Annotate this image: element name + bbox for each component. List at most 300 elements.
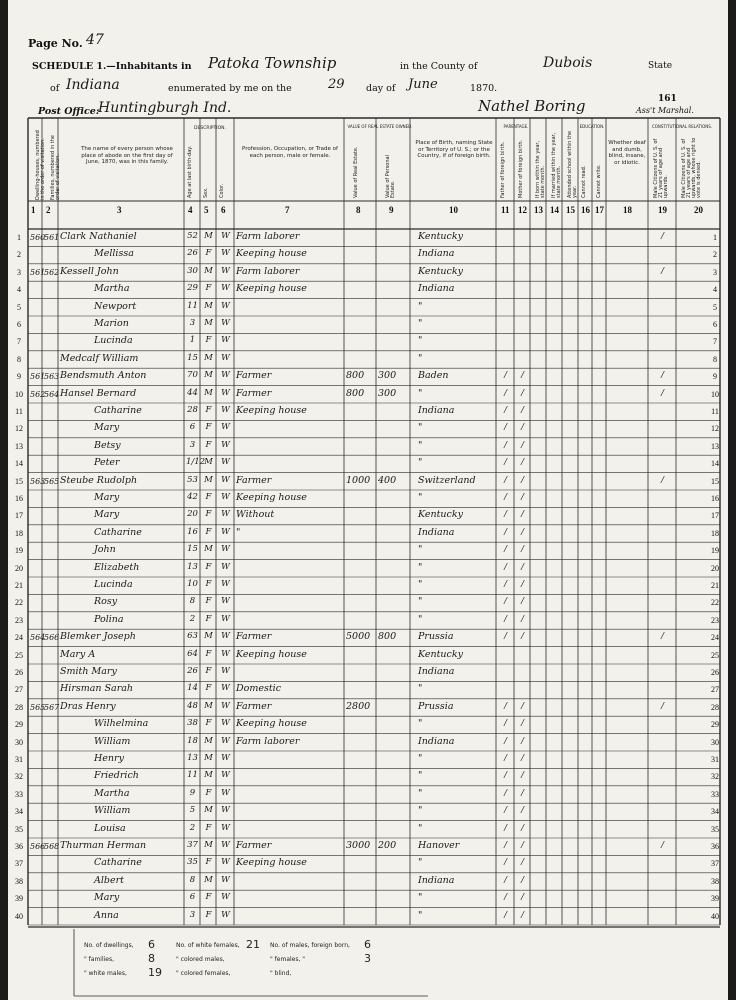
father-foreign-cell: / — [504, 405, 507, 415]
post-office-value: Huntingburgh Ind. — [98, 100, 232, 116]
line-number: 29 — [711, 720, 719, 730]
line-number: 3 — [713, 267, 717, 277]
occupation-cell: Farm laborer — [236, 735, 300, 747]
person-name: Rosy — [94, 596, 118, 608]
person-name: Catharine — [94, 526, 142, 538]
of-label: of — [50, 83, 60, 94]
sex-cell: F — [205, 596, 212, 607]
sex-cell: M — [204, 840, 213, 850]
mother-foreign-cell: / — [521, 439, 524, 450]
township-value: Patoka Township — [208, 54, 337, 72]
line-number: 13 — [711, 441, 719, 451]
birthplace-cell: Switzerland — [418, 474, 476, 486]
mother-foreign-cell: / — [521, 422, 524, 433]
age-cell: 2 — [189, 822, 196, 833]
state-label: State — [648, 61, 673, 71]
personal-estate-cell: 300 — [378, 370, 397, 382]
header-cannot-write: Cannot write. — [596, 164, 602, 198]
color-cell: W — [221, 579, 230, 589]
birthplace-cell: " — [418, 492, 423, 503]
line-number: 27 — [711, 685, 719, 695]
person-name: Hirsman Sarah — [60, 683, 134, 695]
person-name: Martha — [94, 283, 130, 295]
footer-white-females-label: No. of white females, — [176, 942, 240, 949]
occupation-cell: Domestic — [236, 683, 282, 695]
male-citizen-cell: / — [661, 700, 664, 711]
line-number: 24 — [15, 633, 23, 643]
sheet-number: 161 — [658, 94, 677, 104]
real-estate-cell: 2800 — [346, 700, 371, 712]
personal-estate-cell: 400 — [378, 474, 397, 486]
father-foreign-cell: / — [504, 370, 507, 381]
mother-foreign-cell: / — [521, 718, 524, 729]
age-cell: 3 — [189, 318, 196, 328]
line-number: 8 — [713, 354, 717, 364]
mother-foreign-cell: / — [521, 526, 524, 537]
family-number: 567 — [44, 702, 60, 712]
line-number: 7 — [713, 337, 717, 347]
color-cell: W — [221, 248, 230, 259]
line-number: 35 — [15, 824, 23, 834]
mother-foreign-cell: / — [521, 770, 524, 781]
person-name: Peter — [94, 457, 120, 469]
person-name: Mellissa — [94, 248, 134, 260]
line-number: 33 — [711, 789, 719, 799]
age-cell: 8 — [189, 874, 196, 885]
birthplace-cell: Kentucky — [418, 509, 463, 521]
birthplace-cell: Indiana — [418, 283, 455, 295]
age-cell: 48 — [187, 700, 198, 711]
header-cannot-read: Cannot read. — [581, 165, 587, 198]
sex-cell: F — [205, 248, 212, 259]
birthplace-cell: Indiana — [418, 735, 455, 747]
footer-colored-label: " colored males, — [176, 956, 225, 963]
color-cell: W — [221, 648, 230, 659]
line-number: 37 — [15, 859, 23, 869]
person-name: Mary — [94, 509, 120, 521]
color-cell: W — [221, 370, 230, 381]
birthplace-cell: " — [418, 683, 423, 695]
mother-foreign-cell: / — [521, 840, 524, 850]
scan-border-left — [0, 0, 8, 1000]
father-foreign-cell: / — [504, 700, 507, 711]
mother-foreign-cell: / — [521, 387, 524, 398]
line-number: 38 — [711, 876, 719, 886]
family-number: 561 — [44, 233, 60, 242]
dwelling-number: 561 — [30, 372, 46, 382]
family-number: 565 — [44, 476, 60, 486]
occupation-cell: Farmer — [236, 370, 272, 382]
line-number: 11 — [15, 407, 23, 416]
birthplace-cell: Indiana — [418, 526, 455, 538]
birthplace-cell: " — [418, 579, 423, 590]
birthplace-cell: " — [418, 718, 423, 730]
line-number: 6 — [713, 320, 717, 329]
dwelling-number: 560 — [30, 233, 46, 242]
column-number: 10 — [449, 205, 458, 215]
line-number: 33 — [15, 789, 23, 799]
age-cell: 9 — [189, 787, 196, 798]
mother-foreign-cell: / — [521, 892, 524, 903]
sex-cell: M — [204, 735, 213, 746]
mother-foreign-cell: / — [521, 579, 524, 589]
color-cell: W — [221, 700, 230, 711]
color-cell: W — [221, 283, 230, 294]
age-cell: 11 — [187, 770, 198, 781]
line-number: 37 — [711, 859, 719, 869]
age-cell: 30 — [187, 265, 198, 276]
person-name: Friedrich — [94, 770, 139, 782]
person-name: Henry — [94, 753, 124, 764]
age-cell: 52 — [187, 231, 198, 241]
footer-foreign-born-value: 6 — [364, 938, 371, 951]
birthplace-cell: " — [418, 544, 423, 556]
header-birthplace: Place of Birth, naming State or Territory of U. S.; or the Country, if of foreign birth. — [415, 140, 493, 159]
sex-cell: M — [204, 544, 213, 555]
father-foreign-cell: / — [504, 787, 507, 798]
sex-cell: F — [205, 857, 212, 868]
father-foreign-cell: / — [504, 805, 507, 816]
footer-dwellings-value: 6 — [148, 938, 155, 951]
line-number: 3 — [17, 267, 21, 277]
real-estate-cell: 5000 — [346, 631, 371, 643]
occupation-cell: Keeping house — [236, 248, 307, 260]
occupation-cell: Farmer — [236, 631, 272, 643]
line-number: 40 — [15, 911, 23, 921]
mother-foreign-cell: / — [521, 631, 524, 642]
birthplace-cell: " — [418, 613, 423, 625]
scan-border-right — [728, 0, 736, 1000]
birthplace-cell: " — [418, 753, 423, 764]
occupation-cell: Farmer — [236, 387, 272, 399]
color-cell: W — [221, 822, 230, 833]
birthplace-cell: " — [418, 892, 423, 904]
mother-foreign-cell: / — [521, 492, 524, 502]
birthplace-cell: " — [418, 422, 423, 434]
occupation-cell: Farm laborer — [236, 265, 300, 277]
birthplace-cell: Indiana — [418, 874, 455, 886]
line-number: 1 — [17, 233, 21, 242]
person-name: Bendsmuth Anton — [60, 370, 147, 382]
line-number: 5 — [713, 302, 717, 312]
header-school: Attended school within the year. — [567, 130, 578, 198]
column-number: 14 — [550, 205, 559, 215]
footer-white-males-label: " white males, — [84, 970, 127, 977]
person-name: Anna — [94, 909, 119, 921]
dwelling-number: 561 — [30, 267, 46, 277]
line-number: 18 — [711, 528, 719, 538]
column-number: 8 — [356, 205, 361, 215]
line-number: 10 — [15, 389, 23, 399]
color-cell: W — [221, 387, 230, 398]
birthplace-cell: " — [418, 857, 423, 869]
color-cell: W — [221, 631, 230, 642]
color-cell: W — [221, 770, 230, 781]
mother-foreign-cell: / — [521, 735, 524, 746]
dwelling-number: 566 — [30, 842, 46, 851]
birthplace-cell: " — [418, 457, 423, 469]
age-cell: 6 — [189, 422, 196, 433]
mother-foreign-cell: / — [521, 909, 524, 920]
column-number: 12 — [518, 205, 527, 215]
person-name: Blemker Joseph — [60, 631, 136, 643]
sex-cell: F — [205, 405, 212, 415]
color-cell: W — [221, 352, 230, 363]
header-personal-estate: Value of Personal Estate. — [385, 155, 396, 198]
color-cell: W — [221, 666, 230, 676]
birthplace-cell: Indiana — [418, 405, 455, 416]
birthplace-cell: " — [418, 335, 423, 347]
line-number: 1 — [713, 233, 717, 242]
age-cell: 28 — [187, 405, 198, 415]
marshal-signature: Nathel Boring — [478, 97, 586, 115]
sex-cell: F — [205, 579, 212, 589]
line-number: 31 — [15, 755, 23, 764]
line-number: 27 — [15, 685, 23, 695]
line-number: 13 — [15, 441, 23, 451]
sex-cell: F — [205, 648, 212, 659]
person-name: Albert — [94, 874, 124, 886]
father-foreign-cell: / — [504, 874, 507, 885]
line-number: 9 — [713, 372, 717, 382]
color-cell: W — [221, 231, 230, 241]
column-number: 4 — [188, 205, 193, 215]
person-name: Catharine — [94, 405, 142, 416]
line-number: 14 — [711, 459, 719, 469]
header-sex: Sex. — [203, 187, 209, 198]
age-cell: 11 — [187, 300, 198, 311]
sex-cell: F — [205, 718, 212, 729]
sex-cell: M — [204, 874, 213, 885]
birthplace-cell: " — [418, 805, 423, 817]
person-name: Lucinda — [94, 579, 133, 590]
column-number: 17 — [595, 205, 604, 215]
header-deaf-blind: Whether deaf and dumb, blind, insane, or idiotic. — [608, 140, 646, 166]
father-foreign-cell: / — [504, 857, 507, 868]
father-foreign-cell: / — [504, 561, 507, 572]
header-education: EDUCATION. — [579, 124, 605, 129]
birthplace-cell: Indiana — [418, 248, 455, 260]
sex-cell: F — [205, 283, 212, 294]
age-cell: 70 — [187, 370, 198, 381]
person-name: Elizabeth — [94, 561, 140, 573]
line-number: 6 — [17, 320, 21, 329]
age-cell: 13 — [187, 561, 198, 572]
sex-cell: F — [205, 439, 212, 450]
line-number: 19 — [15, 546, 23, 556]
year-label: 1870. — [470, 83, 498, 94]
father-foreign-cell: / — [504, 474, 507, 485]
color-cell: W — [221, 422, 230, 433]
line-number: 36 — [711, 842, 719, 851]
father-foreign-cell: / — [504, 735, 507, 746]
father-foreign-cell: / — [504, 753, 507, 763]
mother-foreign-cell: / — [521, 753, 524, 763]
age-cell: 26 — [187, 248, 198, 259]
age-cell: 6 — [189, 892, 196, 903]
color-cell: W — [221, 787, 230, 798]
mother-foreign-cell: / — [521, 613, 524, 624]
sex-cell: F — [205, 422, 212, 433]
column-number: 7 — [285, 205, 290, 215]
header-families: Families, numbered in the order of visitation. — [50, 135, 61, 200]
mother-foreign-cell: / — [521, 700, 524, 711]
day-of-label: day of — [366, 83, 396, 94]
mother-foreign-cell: / — [521, 857, 524, 868]
real-estate-cell: 800 — [346, 370, 365, 382]
sex-cell: F — [205, 666, 212, 676]
footer-blind-label: " blind, — [270, 970, 292, 977]
footer-colored-females-label: " colored females, — [176, 970, 231, 977]
header-mother-foreign: Mother of foreign birth. — [518, 139, 524, 198]
line-number: 39 — [711, 894, 719, 904]
line-number: 12 — [711, 424, 719, 434]
father-foreign-cell: / — [504, 596, 507, 607]
birthplace-cell: Prussia — [418, 631, 454, 643]
header-constitutional: CONSTITUTIONAL RELATIONS. — [651, 124, 713, 129]
personal-estate-cell: 300 — [378, 387, 397, 399]
male-citizen-cell: / — [661, 387, 664, 398]
sex-cell: M — [204, 457, 213, 468]
line-number: 10 — [711, 389, 719, 399]
occupation-cell: Farm laborer — [236, 231, 300, 242]
line-number: 12 — [15, 424, 23, 434]
sex-cell: M — [204, 700, 213, 711]
month-value: June — [408, 77, 438, 92]
color-cell: W — [221, 492, 230, 502]
footer-white-females-value: 21 — [246, 938, 260, 951]
father-foreign-cell: / — [504, 579, 507, 589]
birthplace-cell: Kentucky — [418, 648, 463, 660]
line-number: 24 — [711, 633, 719, 643]
color-cell: W — [221, 265, 230, 276]
mother-foreign-cell: / — [521, 822, 524, 833]
age-cell: 38 — [187, 718, 198, 729]
birthplace-cell: " — [418, 909, 423, 921]
male-citizen-cell: / — [661, 265, 664, 276]
footer-dwellings-label: No. of dwellings, — [84, 942, 134, 949]
line-number: 26 — [15, 668, 23, 677]
line-number: 28 — [15, 702, 23, 712]
birthplace-cell: Kentucky — [418, 265, 463, 277]
occupation-cell: Keeping house — [236, 857, 307, 869]
male-citizen-cell: / — [661, 631, 664, 642]
sex-cell: M — [204, 300, 213, 311]
sex-cell: M — [204, 370, 213, 381]
header-description: DESCRIPTION. — [194, 126, 226, 131]
footer-foreign-born-label: No. of males, foreign born, — [270, 942, 350, 949]
age-cell: 2 — [189, 613, 196, 624]
birthplace-cell: " — [418, 387, 423, 399]
header-color: Color. — [219, 183, 225, 198]
line-number: 17 — [711, 511, 719, 521]
county-value: Dubois — [543, 55, 593, 71]
line-number: 21 — [15, 581, 23, 590]
age-cell: 5 — [189, 805, 196, 816]
age-cell: 44 — [187, 387, 198, 398]
line-number: 21 — [711, 581, 719, 590]
color-cell: W — [221, 561, 230, 572]
mother-foreign-cell: / — [521, 544, 524, 555]
person-name: William — [94, 735, 131, 747]
header-vote-denied: Male Citizens of U. S. of 21 years of age and upwards, whose right to vote is denied. — [681, 137, 702, 198]
age-cell: 15 — [187, 544, 198, 555]
line-number: 15 — [15, 476, 23, 486]
person-name: Betsy — [94, 439, 121, 451]
color-cell: W — [221, 439, 230, 450]
line-number: 20 — [711, 563, 719, 573]
line-number: 19 — [711, 546, 719, 556]
post-office-label: Post Office: — [38, 106, 100, 117]
color-cell: W — [221, 405, 230, 415]
father-foreign-cell: / — [504, 439, 507, 450]
mother-foreign-cell: / — [521, 509, 524, 520]
column-number: 16 — [581, 205, 590, 215]
birthplace-cell: " — [418, 596, 423, 608]
line-number: 18 — [15, 528, 23, 538]
mother-foreign-cell: / — [521, 596, 524, 607]
sex-cell: M — [204, 753, 213, 763]
color-cell: W — [221, 805, 230, 816]
person-name: Clark Nathaniel — [60, 231, 137, 242]
age-cell: 10 — [187, 579, 198, 589]
birthplace-cell: " — [418, 770, 423, 782]
page-label: Page No. — [28, 37, 83, 50]
column-number: 18 — [623, 205, 632, 215]
line-number: 2 — [17, 250, 21, 260]
male-citizen-cell: / — [661, 370, 664, 381]
header-value-group: VALUE OF REAL ESTATE OWNED. — [347, 124, 413, 129]
footer-families-label: " families, — [84, 956, 115, 963]
occupation-cell: Keeping house — [236, 718, 307, 730]
sex-cell: F — [205, 509, 212, 520]
sex-cell: M — [204, 387, 213, 398]
age-cell: 29 — [187, 283, 198, 294]
sex-cell: F — [205, 683, 212, 694]
mother-foreign-cell: / — [521, 561, 524, 572]
sex-cell: F — [205, 335, 212, 346]
line-number: 31 — [711, 755, 719, 764]
person-name: Marion — [94, 318, 129, 329]
line-number: 29 — [15, 720, 23, 730]
occupation-cell: Farmer — [236, 840, 272, 851]
male-citizen-cell: / — [661, 840, 664, 850]
line-number: 39 — [15, 894, 23, 904]
color-cell: W — [221, 613, 230, 624]
line-number: 16 — [15, 494, 23, 503]
line-number: 8 — [17, 354, 21, 364]
line-number: 22 — [15, 598, 23, 608]
sex-cell: M — [204, 770, 213, 781]
color-cell: W — [221, 300, 230, 311]
column-number: 9 — [389, 205, 394, 215]
column-number: 5 — [204, 205, 209, 215]
person-name: Wilhelmina — [94, 718, 149, 730]
line-number: 4 — [17, 285, 21, 295]
occupation-cell: " — [236, 526, 241, 538]
header-male-citizens: Male Citizens of U. S. of 21 years of age and upwards. — [653, 138, 669, 198]
family-number: 568 — [44, 842, 60, 851]
birthplace-cell: Kentucky — [418, 231, 463, 242]
column-number: 11 — [501, 205, 510, 215]
footer-female-foreign-value: 3 — [364, 952, 371, 965]
color-cell: W — [221, 544, 230, 555]
archive-watermark: AfriCensus - USGenWeb Archives - Rootsweb — [251, 1, 485, 12]
age-cell: 1/12 — [186, 457, 206, 468]
color-cell: W — [221, 909, 230, 920]
line-number: 23 — [711, 615, 719, 625]
age-cell: 64 — [187, 648, 198, 659]
